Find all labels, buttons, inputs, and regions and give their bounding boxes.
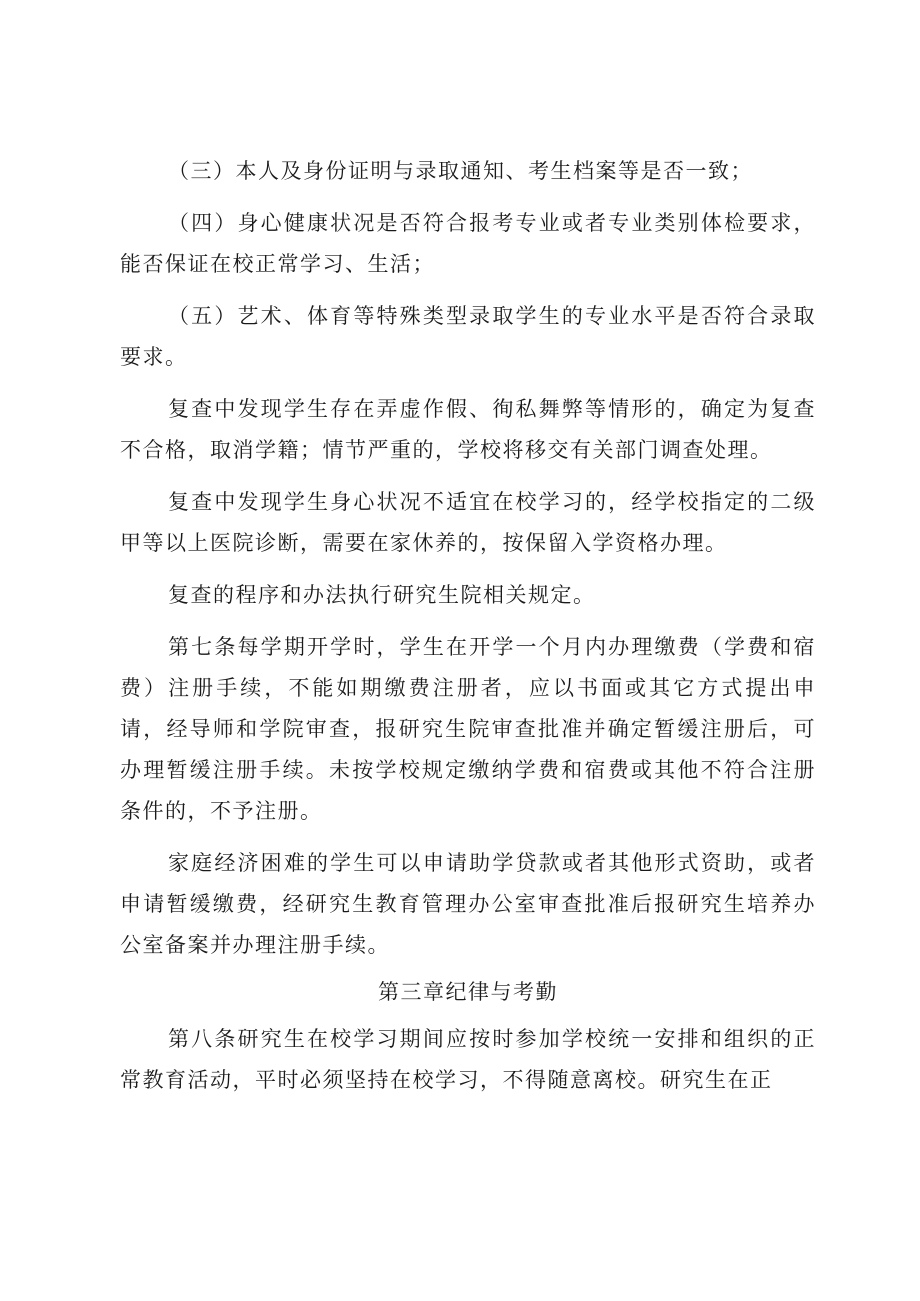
chapter-heading: 第三章纪律与考勤	[378, 980, 558, 1004]
paragraph-review-procedure: 复查的程序和办法执行研究生院相关规定。	[168, 583, 596, 607]
paragraph-health-handling: 复查中发现学生身心状况不适宜在校学习的，经学校指定的二级甲等以上医院诊断，需要在家休养的，按保留入学资格办理。	[120, 490, 816, 555]
paragraph-article-8: 第八条研究生在校学习期间应按时参加学校统一安排和组织的正常教育活动，平时必须坚持在校学习，不得随意离校。研究生在正	[120, 1027, 816, 1092]
document-body	[120, 151, 816, 1101]
paragraph-fraud-handling: 复查中发现学生存在弄虚作假、徇私舞弊等情形的，确定为复查不合格，取消学籍；情节严重的，学校将移交有关部门调查处理。	[120, 397, 816, 462]
paragraph-item-5: （五）艺术、体育等特殊类型录取学生的专业水平是否符合录取要求。	[120, 304, 816, 369]
paragraph-article-7: 第七条每学期开学时，学生在开学一个月内办理缴费（学费和宿费）注册手续，不能如期缴费注册者，应以书面或其它方式提出申请，经导师和学院审查，报研究生院审查批准并确定暂缓注册后，可办理暂缓注册手续。未按学校规定缴纳学费和宿费或其他不符合注册条件的，不予注册。	[120, 635, 816, 823]
paragraph-financial-aid: 家庭经济困难的学生可以申请助学贷款或者其他形式资助，或者申请暂缓缴费，经研究生教育管理办公室审查批准后报研究生培养办公室备案并办理注册手续。	[120, 851, 816, 957]
paragraph-item-3: （三）本人及身份证明与录取通知、考生档案等是否一致；	[168, 159, 753, 183]
paragraph-item-4: （四）身心健康状况是否符合报考专业或者专业类别体检要求，能否保证在校正常学习、生活；	[120, 211, 816, 276]
